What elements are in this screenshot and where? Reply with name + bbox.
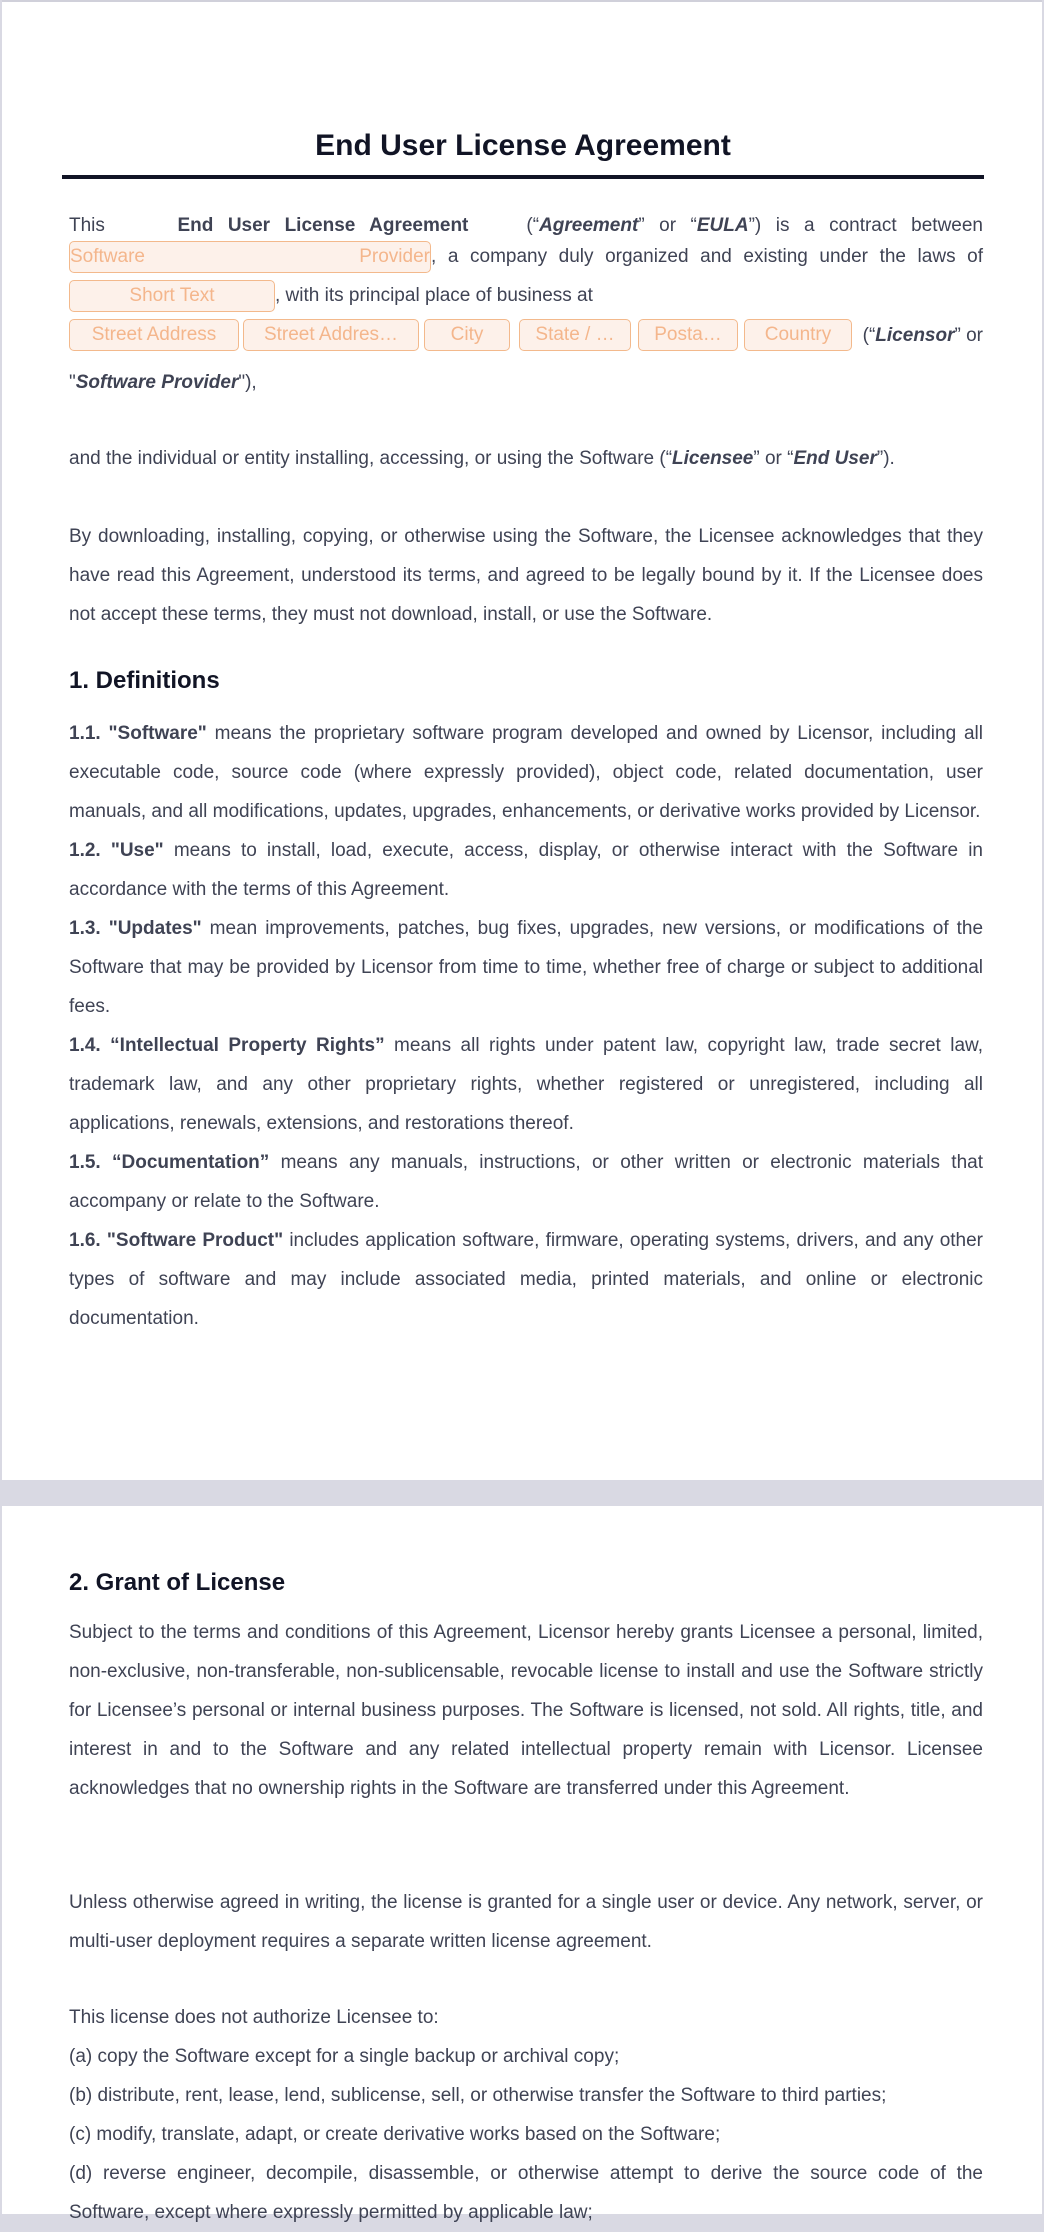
software-provider-field[interactable]: Software Provider	[69, 241, 431, 273]
street-address-field[interactable]: Street Address	[69, 319, 239, 351]
grant-heading: 2. Grant of License	[69, 1569, 286, 1596]
definition-item: 1.4. “Intellectual Property Rights” means all rights under patent law, copyright law, trade secret law, trademark law, and any other proprietary rights, whether registered or unregistered, including all applications, renewals, extensions, and restorations thereof.	[69, 1035, 983, 1134]
definitions-list	[69, 714, 983, 1338]
street-address-line2-field[interactable]: Street Addres…	[243, 319, 419, 351]
definitions-heading: 1. Definitions	[69, 667, 220, 694]
definition-item: 1.2. "Use" means to install, load, execute, access, display, or otherwise interact with the Software in accordance with the terms of this Agreement.	[69, 840, 983, 900]
acceptance-text: By downloading, installing, copying, or otherwise using the Software, the Licensee acknowledges that they have read this Agreement, understood its terms, and agreed to be legally bound by it. If the Licensee does not accept these terms, they must not download, install, or use the Software.	[69, 526, 983, 625]
intro-text: , with its principal place of business at	[275, 285, 593, 306]
grant-section	[69, 1568, 983, 1598]
definition-item: 1.3. "Updates" mean improvements, patches, bug fixes, upgrades, new versions, or modifications of the Software that may be provided by Licensor from time to time, whether free of charge or subject to additional fees.	[69, 918, 984, 1017]
definitions-section	[69, 666, 983, 696]
address-field-group	[69, 317, 983, 353]
intro-agreement-term: Agreement	[539, 215, 639, 236]
country-field[interactable]: Country	[744, 319, 852, 351]
postal-code-field[interactable]: Posta…	[638, 319, 738, 351]
document-page-2	[2, 1506, 1042, 2223]
intro-text: ” or “	[638, 215, 697, 236]
intro-text: "),	[238, 372, 257, 393]
document-page-1	[2, 0, 1042, 1480]
licensor-definition: (“Licensor” or	[862, 325, 983, 346]
licensor-term: Licensor	[875, 325, 955, 346]
short-text-field[interactable]: Short Text	[69, 280, 275, 312]
single-user-paragraph: Unless otherwise agreed in writing, the license is granted for a single user or device. Any network, server, or multi-user deployment requires a separate written license agreement.	[69, 1892, 983, 1952]
document-title: End User License Agreement	[315, 129, 731, 162]
definition-item: 1.5. “Documentation” means any manuals, instructions, or other written or electronic materials that accompany or relate to the Software.	[69, 1152, 983, 1212]
restriction-item: (c) modify, translate, adapt, or create derivative works based on the Software;	[69, 2124, 721, 2145]
intro-text: ”) is a contract between	[748, 215, 983, 236]
restrictions-intro: This license does not authorize Licensee to:	[69, 2007, 439, 2028]
intro-eula-name: End User License Agreement	[177, 215, 469, 236]
intro-text: "	[69, 372, 76, 393]
restriction-item: (b) distribute, rent, lease, lend, sublicense, sell, or otherwise transfer the Software to third parties;	[69, 2085, 887, 2106]
intro-eula-term: EULA	[696, 215, 749, 236]
restriction-item: (d) reverse engineer, decompile, disassemble, or otherwise attempt to derive the source code of the Software, except where expressly permitted by applicable law;	[69, 2163, 983, 2223]
licensee-term: Licensee	[672, 448, 754, 469]
definition-item: 1.1. "Software" means the proprietary software program developed and owned by Licensor, including all executable code, source code (where expressly provided), object code, related documentation, user manuals, and all modifications, updates, upgrades, enhancements, or derivative works provided by Licensor.	[69, 723, 983, 822]
state-field[interactable]: State / …	[519, 319, 631, 351]
intro-text: (“	[526, 215, 540, 236]
intro-text: , a company duly organized and existing under the laws of	[431, 246, 983, 267]
end-user-term: End User	[793, 448, 877, 469]
licensee-paragraph: and the individual or entity installing, accessing, or using the Software (“Licensee” or “End User”).	[69, 448, 895, 469]
intro-text: This	[69, 215, 105, 236]
city-field[interactable]: City	[424, 319, 510, 351]
title-divider	[62, 175, 984, 179]
definition-item: 1.6. "Software Product" includes application software, firmware, operating systems, drivers, and any other types of software and may include associated media, printed materials, and online or electronic documentation.	[69, 1230, 983, 1329]
software-provider-term: Software Provider	[75, 372, 239, 393]
restriction-item: (a) copy the Software except for a single backup or archival copy;	[69, 2046, 620, 2067]
grant-paragraph: Subject to the terms and conditions of this Agreement, Licensor hereby grants Licensee a personal, limited, non-exclusive, non-transferable, non-sublicensable, revocable license to install and use the Software strictly for Licensee’s personal or internal business purposes. The Software is licensed, not sold. All rights, title, and interest in and to the Software and any related intellectual property remain with Licensor. Licensee acknowledges that no ownership rights in the Software are transferred under this Agreement.	[69, 1622, 983, 1799]
acceptance-paragraph	[69, 517, 983, 634]
